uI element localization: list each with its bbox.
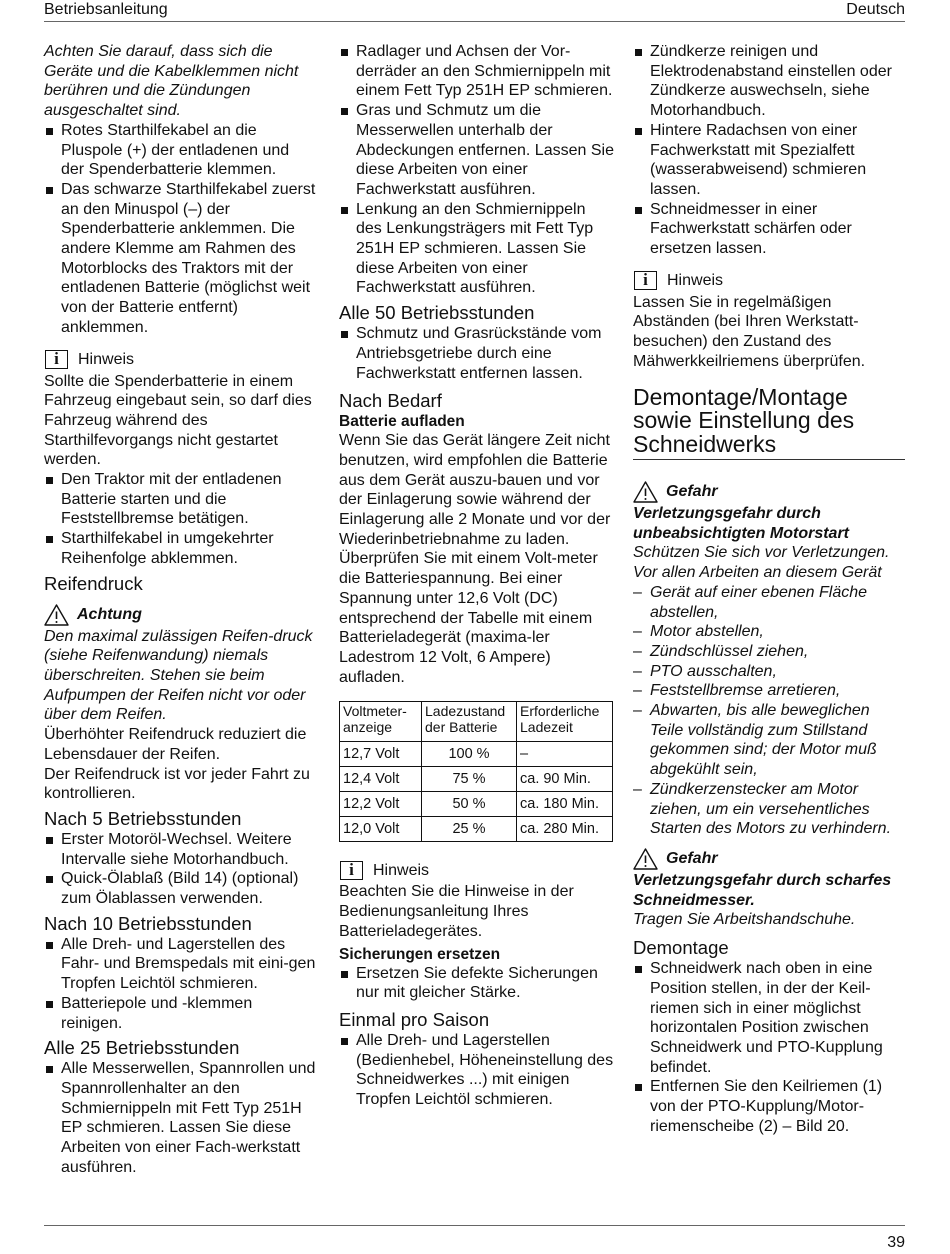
list-item: Den Traktor mit der entladenen Batterie starten und die Feststellbremse betätigen. (44, 470, 316, 529)
list-item: Ersetzen Sie defekte Sicherungen nur mit gleicher Stärke. (339, 964, 614, 1003)
reifendruck-heading: Reifendruck (44, 572, 143, 594)
starthilfe-intro: Achten Sie darauf, dass sich die Geräte und die Kabelklemmen nicht berühren und die Zündungen ausgeschaltet sind. (44, 43, 299, 120)
table-row (340, 767, 613, 792)
hinweis-text: Sollte die Spenderbatterie in einem Fahrzeug eingebaut sein, so darf dies Fahrzeug während des Starthilfevorgangs nicht gestartet werden. (44, 372, 312, 469)
list-item: – PTO ausschalten, (633, 662, 905, 682)
table-cell: 12,4 Volt (340, 767, 422, 792)
batterie-aufladen-text: Wenn Sie das Gerät längere Zeit nicht benutzen, wird empfohlen die Batterie aus dem Gerät auszu-bauen und vor der Einlagerung sowie während der Einlagerung alle 2 Monate und vor der Wiederinbetriebnahme zu laden. Überprüfen Sie mit einem Volt-meter die Batteriespannung. Bei einer Spannung unter 12,6 Volt (DC) entsprechend der Tabelle mit einem Batterieladegerät (maxima-ler Ladestrom 12 Volt, 6 Ampere) aufladen. (339, 432, 611, 686)
list-item: Starthilfekabel in umgekehrter Reihenfolge abklemmen. (44, 529, 316, 568)
table-cell: 50 % (422, 792, 517, 817)
list-item: – Gerät auf einer ebenen Fläche abstellen, (633, 583, 905, 622)
gefahr-label: Gefahr (666, 483, 718, 501)
table-cell: 75 % (422, 767, 517, 792)
achtung-label: Achtung (77, 605, 142, 623)
list-item: – Zündkerzenstecker am Motor ziehen, um ein versehentliches Starten des Motors zu verhindern. (633, 780, 905, 839)
list-item: Das schwarze Starthilfekabel zuerst an den Minuspol (–) der Spenderbatterie anklemmen. Die andere Klemme am Rahmen des Motorblocks des Traktors mit der entladenen Batterie (möglichst weit von der Batterie entfernt) anklemmen. (44, 180, 316, 338)
page-number: 39 (887, 1234, 905, 1251)
demontage-list (633, 959, 905, 1136)
hinweis-label: Hinweis (667, 271, 724, 289)
list-item: – Abwarten, bis alle beweglichen Teile vollständig zum Stillstand gekommen sind; der Motor muß abgekühlt sein, (633, 701, 905, 780)
table-row (340, 742, 613, 767)
alle-50-list (339, 324, 614, 383)
starthilfe-list-b (44, 470, 316, 569)
table-header: Voltmeter-anzeige (340, 702, 422, 742)
gefahr-notice (633, 480, 905, 504)
table-row (340, 792, 613, 817)
list-item: – Zündschlüssel ziehen, (633, 642, 905, 662)
table-header-row (340, 702, 613, 742)
reifendruck-text-2: Der Reifendruck ist vor jeder Fahrt zu kontrollieren. (44, 765, 310, 803)
reifendruck-text-1: Überhöhter Reifendruck reduziert die Lebensdauer der Reifen. (44, 726, 307, 763)
list-item: Entfernen Sie den Keilriemen (1) von der PTO-Kupplung/Motor-riemenscheibe (2) – Bild 20. (633, 1077, 905, 1136)
hinweis-notice (339, 858, 614, 882)
section-title: Demontage/Montage sowie Einstellung des Schneidwerks (633, 386, 905, 461)
alle-25-list-continued (339, 42, 614, 298)
table-cell: 12,7 Volt (340, 742, 422, 767)
table-header: Erforderliche Ladezeit (517, 702, 613, 742)
sicherungen-heading: Sicherungen ersetzen (339, 945, 501, 963)
column-3 (633, 42, 905, 1136)
saison-list-continued (633, 42, 905, 259)
footer-divider (44, 1225, 905, 1226)
warning-triangle-icon (633, 848, 658, 870)
list-item: Alle Dreh- und Lagerstellen (Bedienhebel, Höheneinstellung des Schneidwerkes ...) mit einigen Tropfen Leichtöl schmieren. (339, 1031, 614, 1110)
nach-bedarf-heading: Nach Bedarf (339, 390, 442, 412)
list-item: Lenkung an den Schmiernippeln des Lenkungsträgers mit Fett Typ 251H EP schmieren. Lassen Sie diese Arbeiten von einer Fachwerkstatt ausführen. (339, 200, 614, 299)
gefahr-text: Tragen Sie Arbeitshandschuhe. (633, 911, 856, 929)
hinweis-label: Hinweis (373, 861, 430, 879)
gefahr-heading: Verletzungsgefahr durch unbeabsichtigten Motorstart (633, 505, 850, 542)
safety-steps-list (633, 583, 905, 839)
table-cell: 12,0 Volt (340, 817, 422, 842)
table-header: Ladezustand der Batterie (422, 702, 517, 742)
list-item: Erster Motoröl-Wechsel. Weitere Intervalle siehe Motorhandbuch. (44, 830, 316, 869)
warning-triangle-icon (44, 604, 69, 626)
list-item: – Feststellbremse arretieren, (633, 681, 905, 701)
gefahr-label: Gefahr (666, 850, 718, 868)
manual-title: Betriebsanleitung (44, 1, 168, 18)
nach-5-heading: Nach 5 Betriebsstunden (44, 807, 242, 829)
achtung-text: Den maximal zulässigen Reifen-druck (siehe Reifenwandung) niemals überschreiten. Stehen sie beim Aufpumpen der Reifen nicht vor oder über dem Reifen. (44, 627, 313, 724)
info-icon: i (634, 271, 657, 290)
list-item: Schneidwerk nach oben in eine Position stellen, in der der Keil-riemen sich in einer möglichst horizontalen Position zwischen Schneidwerk und PTO-Kupplung befindet. (633, 959, 905, 1077)
table-cell: 100 % (422, 742, 517, 767)
table-cell: ca. 180 Min. (517, 792, 613, 817)
list-item: Quick-Ölablaß (Bild 14) (optional) zum Ölablassen verwenden. (44, 869, 316, 908)
table-row (340, 817, 613, 842)
list-item: Alle Dreh- und Lagerstellen des Fahr- und Bremspedals mit eini-gen Tropfen Leichtöl schmieren. (44, 935, 316, 994)
list-item: Radlager und Achsen der Vor-derräder an den Schmiernippeln mit einem Fett Typ 251H EP schmieren. (339, 42, 614, 101)
hinweis-notice (633, 269, 905, 293)
list-item: Gras und Schmutz um die Messerwellen unterhalb der Abdeckungen entfernen. Lassen Sie diese Arbeiten von einer Fachwerkstatt ausführen. (339, 101, 614, 200)
table-cell: ca. 90 Min. (517, 767, 613, 792)
hinweis-text: Beachten Sie die Hinweise in der Bedienungsanleitung Ihres Batterieladegerätes. (339, 883, 574, 940)
info-icon: i (45, 350, 68, 369)
demontage-heading: Demontage (633, 937, 729, 959)
sicherungen-list (339, 964, 614, 1003)
einmal-pro-saison-heading: Einmal pro Saison (339, 1008, 490, 1030)
list-item: Alle Messerwellen, Spannrollen und Spannrollenhalter an den Schmiernippeln mit Fett Typ 251H EP schmieren. Lassen Sie diese Arbeiten von einer Fach-werkstatt ausführen. (44, 1059, 316, 1177)
column-2 (339, 42, 614, 1110)
info-icon: i (340, 861, 363, 880)
gefahr-text: Schützen Sie sich vor Verletzungen. Vor allen Arbeiten an diesem Gerät (633, 544, 890, 582)
column-1 (44, 42, 316, 1177)
nach-10-heading: Nach 10 Betriebsstunden (44, 912, 252, 934)
hinweis-notice (44, 348, 316, 372)
table-cell: – (517, 742, 613, 767)
nach-10-list (44, 935, 316, 1034)
alle-25-heading: Alle 25 Betriebsstunden (44, 1037, 240, 1059)
list-item: – Motor abstellen, (633, 622, 905, 642)
list-item: Batteriepole und -klemmen reinigen. (44, 994, 316, 1033)
list-item: Zündkerze reinigen und Elektrodenabstand einstellen oder Zündkerze auswechseln, siehe Motorhandbuch. (633, 42, 905, 121)
language-label: Deutsch (846, 1, 905, 18)
page-header (44, 0, 905, 22)
warning-triangle-icon (633, 481, 658, 503)
list-item: Hintere Radachsen von einer Fachwerkstatt mit Spezialfett (wasserabweisend) schmieren lassen. (633, 121, 905, 200)
hinweis-label: Hinweis (78, 350, 135, 368)
charge-table (339, 701, 613, 842)
alle-25-list (44, 1059, 316, 1177)
list-item: Schneidmesser in einer Fachwerkstatt schärfen oder ersetzen lassen. (633, 200, 905, 259)
alle-50-heading: Alle 50 Betriebsstunden (339, 302, 535, 324)
list-item: Rotes Starthilfekabel an die Pluspole (+) der entladenen und der Spenderbatterie klemmen. (44, 121, 316, 180)
table-cell: 25 % (422, 817, 517, 842)
gefahr-notice (633, 847, 905, 871)
batterie-aufladen-heading: Batterie aufladen (339, 413, 465, 431)
table-cell: ca. 280 Min. (517, 817, 613, 842)
nach-5-list (44, 830, 316, 909)
starthilfe-list-a (44, 121, 316, 338)
achtung-notice (44, 603, 316, 627)
gefahr-heading: Verletzungsgefahr durch scharfes Schneidmesser. (633, 872, 892, 909)
saison-list (339, 1031, 614, 1110)
hinweis-text: Lassen Sie in regelmäßigen Abständen (bei Ihren Werkstatt-besuchen) den Zustand des Mähwerkkeilriemens überprüfen. (633, 293, 866, 370)
table-cell: 12,2 Volt (340, 792, 422, 817)
list-item: Schmutz und Grasrückstände vom Antriebsgetriebe durch eine Fachwerkstatt entfernen lassen. (339, 324, 614, 383)
